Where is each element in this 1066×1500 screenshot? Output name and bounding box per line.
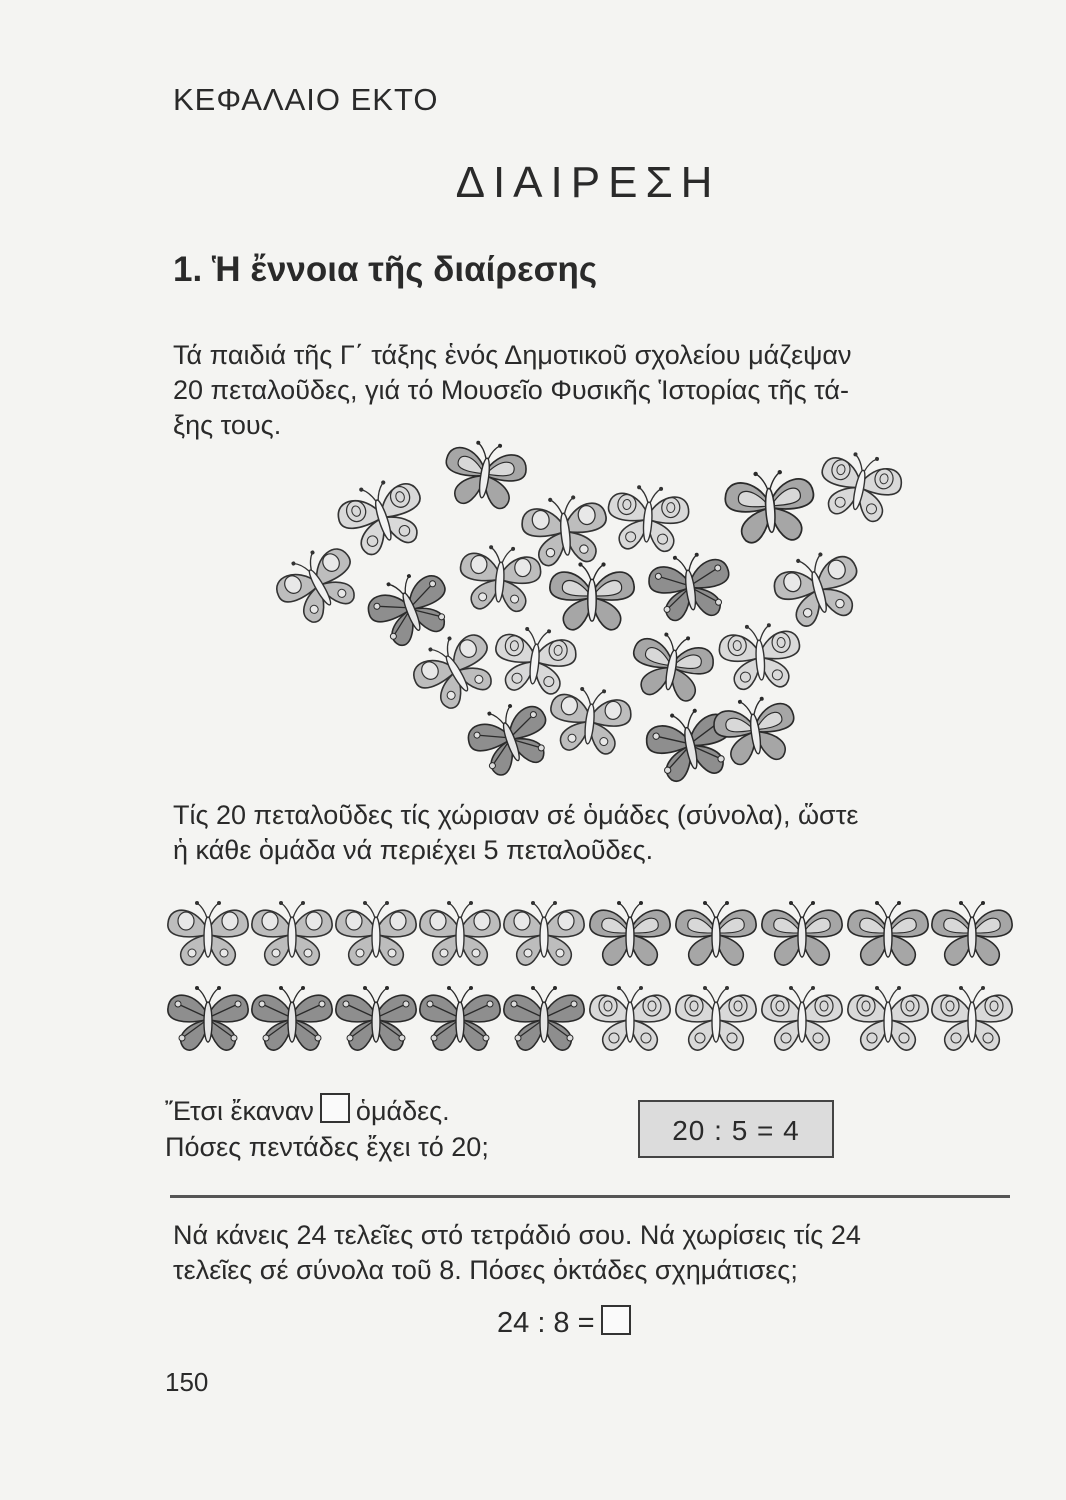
butterfly-icon xyxy=(762,986,842,1050)
butterfly-icon xyxy=(590,986,670,1050)
group-body-bars xyxy=(590,901,1012,965)
chapter-label: ΚΕΦΑΛΑΙΟ ΕΚΤΟ xyxy=(173,82,439,117)
grouping-line: ἡ κάθε ὁμάδα νά περιέχει 5 πεταλοῦδες. xyxy=(173,835,654,865)
question-text: Ἔτσι ἔκαναν xyxy=(165,1096,314,1126)
butterfly-icon xyxy=(336,986,416,1050)
group-dark-dots xyxy=(168,986,584,1050)
butterfly-icon xyxy=(627,628,717,705)
butterfly-icon xyxy=(547,684,634,756)
butterfly-icon xyxy=(168,901,248,965)
butterfly-icon xyxy=(550,562,634,629)
butterfly-icon xyxy=(252,986,332,1050)
section-divider xyxy=(170,1195,1010,1198)
grouping-line: Τίς 20 πεταλοῦδες τίς χώρισαν σέ ὁμάδες (σύνολα), ὥστε xyxy=(173,800,859,830)
butterfly-icon xyxy=(932,901,1012,965)
exercise-line: τελεῖες σέ σύνολα τοῦ 8. Πόσες ὀκτάδες σχημάτισες; xyxy=(173,1255,798,1285)
butterfly-cluster-illustration xyxy=(270,438,920,788)
butterfly-icon xyxy=(252,901,332,965)
butterfly-icon xyxy=(718,621,803,691)
butterfly-icon xyxy=(420,901,500,965)
question-text: ὁμάδες. xyxy=(355,1096,450,1126)
butterfly-icon xyxy=(492,624,579,696)
exercise-line: Νά κάνεις 24 τελεῖες στό τετράδιό σου. Νά χωρίσεις τίς 24 xyxy=(173,1220,861,1250)
question-line-2: Πόσες πεντάδες ἔχει τό 20; xyxy=(165,1132,489,1162)
intro-line: 20 πεταλοῦδες, γιά τό Μουσεῖο Φυσικῆς Ἱστορίας τῆς τά- xyxy=(173,375,849,405)
butterfly-icon xyxy=(768,544,868,632)
section-heading: 1. Ἡ ἔννοια τῆς διαίρεσης xyxy=(173,250,598,289)
intro-paragraph xyxy=(173,338,1023,443)
butterfly-icon xyxy=(676,901,756,965)
butterfly-icon xyxy=(711,693,799,768)
butterfly-icon xyxy=(441,438,529,511)
butterfly-icon xyxy=(762,901,842,965)
butterfly-icon xyxy=(270,536,369,632)
butterfly-icon xyxy=(168,986,248,1050)
answer-box[interactable] xyxy=(320,1093,350,1123)
butterfly-icon xyxy=(848,986,928,1050)
butterfly-icon xyxy=(332,471,433,561)
butterfly-icon xyxy=(676,986,756,1050)
butterfly-icon xyxy=(520,492,611,568)
butterfly-icon xyxy=(590,901,670,965)
butterfly-icon xyxy=(461,694,558,782)
butterfly-icon xyxy=(646,549,734,624)
equation-box: 20 : 5 = 4 xyxy=(638,1100,834,1158)
butterfly-icon xyxy=(504,901,584,965)
group-pale-rings xyxy=(590,986,1012,1050)
intro-line: Τά παιδιά τῆς Γ΄ τάξης ἑνός Δημοτικοῦ σχολείου μάζεψαν xyxy=(173,340,852,370)
butterfly-icon xyxy=(848,901,928,965)
butterfly-icon xyxy=(361,563,459,653)
page-title: ΔΙΑΙΡΕΣΗ xyxy=(455,158,721,207)
question-line-1 xyxy=(165,1093,489,1129)
group-light-spots xyxy=(168,901,584,965)
butterfly-icon xyxy=(504,986,584,1050)
butterfly-icon xyxy=(336,901,416,965)
butterfly-icon xyxy=(458,543,543,613)
exercise-answer-box[interactable] xyxy=(601,1305,631,1335)
butterfly-icon xyxy=(420,986,500,1050)
butterfly-icon xyxy=(606,483,691,553)
butterfly-icon xyxy=(932,986,1012,1050)
page-number: 150 xyxy=(165,1367,209,1397)
exercise-equation xyxy=(497,1305,637,1340)
exercise-paragraph xyxy=(173,1218,1023,1288)
butterfly-groups-illustration xyxy=(160,888,1020,1068)
grouping-paragraph xyxy=(173,798,1023,868)
butterfly-icon xyxy=(814,446,906,525)
butterfly-icon xyxy=(404,622,506,718)
butterfly-icon xyxy=(723,468,816,545)
question-block xyxy=(165,1093,489,1165)
intro-line: ξης τους. xyxy=(173,410,282,440)
exercise-equation-text: 24 : 8 = xyxy=(497,1307,595,1339)
